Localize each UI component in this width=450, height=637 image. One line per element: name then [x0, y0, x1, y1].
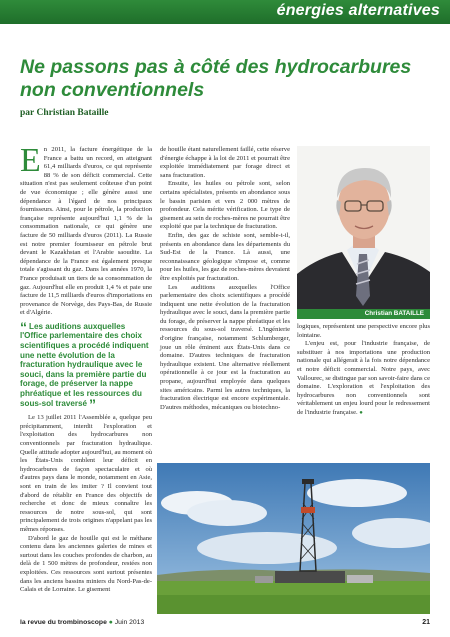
bullet-icon: ● [108, 619, 113, 626]
issue-date: Juin 2013 [114, 619, 145, 626]
end-mark-icon: ● [359, 409, 363, 416]
landscape-image [157, 463, 430, 614]
paragraph: Enfin, des gaz de schiste sont, semble-t-il, présents en abondance dans les départements du Sud-Est de la France. Là aussi, une reconnaissance géologique s'impose et, comme pour les huiles, les gaz de roches-mères devraient être exploités par fracturation. [160, 231, 290, 282]
paragraph [20, 142, 152, 318]
drilling-rig-photo [157, 463, 430, 614]
footer-publication [20, 619, 144, 626]
page-footer [20, 619, 430, 631]
paragraph: Les auditions auxquelles l'Office parlementaire des choix scientifiques a procédé indiquent une nette évolution de la fracturation hydraulique avec le souci, dans la première partie du forage, de préserver la nappe phréatique et les ressources du sous-sol traversé. L'ingénierie d'origine française, notamment Schlumberger, joue un rôle éminent aux États-Unis dans ce domaine. D'autres techniques de fracturation hydraulique existent. Une alternative réellement opérationnelle à ce jour est la fracturation au propane, aujourd'hui employée dans quelques sites américains. Parmi les autres techniques, la fracturation électrique est encore expérimentale. D'autres méthodes, mécaniques ou biotechno- [160, 283, 290, 411]
page-number: 21 [422, 619, 430, 626]
pull-quote-text: Les auditions auxquelles l'Office parlementaire des choix scientifiques a procédé indiquent une nette évolution de la fracturation hydraulique avec le souci, dans la première partie du forage, de préserver la nappe phréatique et les ressources du sous-sol traversé [20, 321, 149, 408]
paragraph: logiques, représentent une perspective encore plus lointaine. [297, 323, 430, 339]
close-quote-icon: ” [89, 395, 97, 412]
paragraph: Le 13 juillet 2011 l'Assemblée a, quelque peu précipitamment, interdit l'exploration et l'exploitation des hydrocarbures non conventionnels par fracturation hydraulique. Quelle attitude adopter aujourd'hui, au moment où les États-Unis comblent leur déficit en hydrocarbures de façon spectaculaire et où d'autres pays dans le monde, notamment en Asie, sont en train de les imiter ? Il convient tout d'abord de rétablir en France des objectifs de recherche et donc de mieux connaître les ressources de notre sous-sol, qui sont principalement de trois origines n'appelant pas les mêmes réponses. [20, 414, 152, 533]
open-quote-icon: “ [20, 318, 27, 335]
paragraph [297, 340, 430, 417]
paragraph: Ensuite, les huiles ou pétrole sont, selon certains spécialistes, présents en abondance sous le bassin parisien et vers 2 000 mètres de profondeur. Cela mérite vérification. Le type de gisement au sein de roches-mères ne pourrait être exploité que par la technique de fracturation. [160, 180, 290, 231]
text-column-1 [20, 142, 152, 595]
article-byline: par Christian Bataille [20, 108, 109, 118]
magazine-name: la revue du trombinoscope [20, 619, 107, 626]
paragraph: D'abord le gaz de houille qui est le méthane contenu dans les anciennes galeries de mines et surtout dans les couches profondes de charbon, au delà de 1 500 mètres de profondeur, restées non exploitées. Ces ressources sont surtout présentes dans les anciens bassins miniers du Nord-Pas-de-Calais et de Lorraine. Le gisement [20, 534, 152, 594]
drop-cap: E [20, 142, 41, 179]
portrait-image [297, 146, 430, 314]
paragraph-text: n 2011, la facture énergétique de la France a battu un record, en atteignant 61,4 milliards d'euros, ce qui représente 88 % de son déficit commercial. Cette situation n'est pas seulement coûteuse d'un point de vue économique ; elle génère aussi une dépendance à l'égard de nos principaux fournisseurs. Ainsi, pour le pétrole, la production française représente aujourd'hui 1,1 % de la consommation nationale, ce qui génère une facture de 50 milliards d'euros (2011). La Russie est notre premier fournisseur en pétrole brut devant le Kazakhstan et l'Arabie saoudite. La dépendance de la France est également presque totale s'agissant du gaz. Dans les années 1970, la France produisait un tiers de sa consommation de gaz. Aujourd'hui elle en produit 1,4 % et paie une facture de 11,5 milliards d'euros d'importations en provenance de Norvège, des Pays-Bas, de Russie et d'Algérie. [20, 146, 152, 317]
pull-quote [20, 318, 152, 412]
article-title: Ne passons pas à côté des hydrocarbures non conventionnels [20, 56, 412, 101]
text-column-2 [160, 146, 290, 412]
photo-caption: Christian BATAILLE [297, 309, 430, 319]
paragraph-text: L'enjeu est, pour l'industrie française, de substituer à nos importations une production nationale qui allégerait à la fois notre dépendance et notre déficit commercial. Notre pays, avec Vallourec, se distingue par son savoir-faire dans ce domaine. L'exploration et l'exploitation des hydrocarbures non conventionnels sont véritablement un enjeu lourd pour le redressement de l'industrie française. [297, 340, 430, 416]
paragraph: de houille étant naturellement faillé, cette réserve d'énergie échappe à la loi de 2011 et pourrait être exploitée immédiatement par forage direct et sans fracturation. [160, 146, 290, 179]
section-rubric: énergies alternatives [276, 2, 440, 19]
text-column-3 [297, 323, 430, 418]
author-portrait [297, 146, 430, 314]
section-band [0, 0, 450, 24]
